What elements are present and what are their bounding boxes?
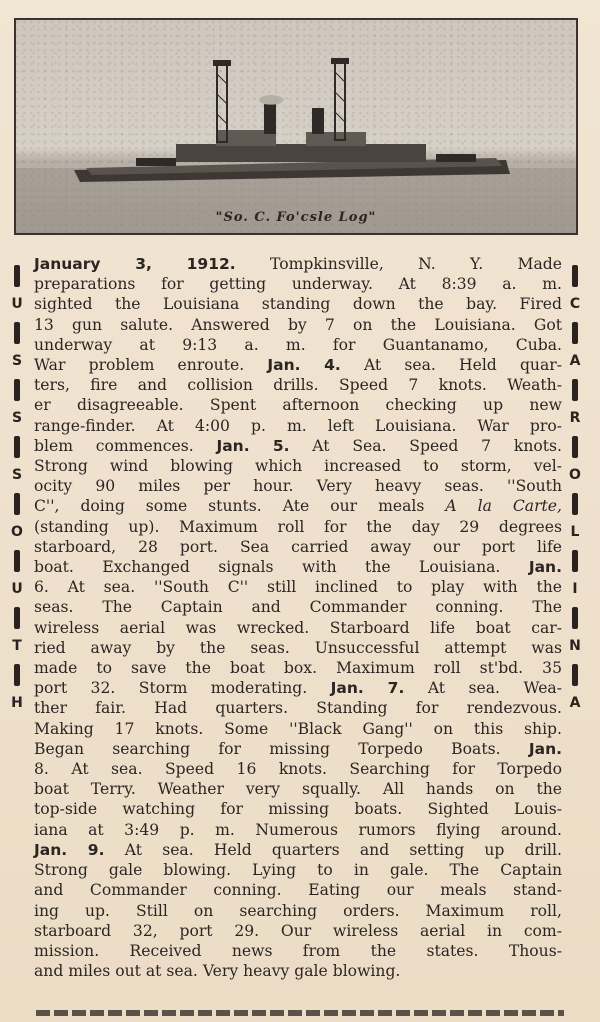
side-letter: O bbox=[11, 524, 23, 540]
side-letter: O bbox=[569, 467, 581, 483]
text-line: starboard 32, port 29. Our wireless aerial in com- bbox=[34, 921, 562, 940]
side-letter: H bbox=[11, 695, 23, 711]
text-span: At sea. Held quarters and setting up drill. bbox=[124, 840, 562, 859]
text-line: wireless aerial was wrecked. Starboard life boat car- bbox=[34, 618, 562, 637]
text-line: (standing up). Maximum roll for the day 29 degrees bbox=[34, 517, 562, 536]
text-line: ocity 90 miles per hour. Very heavy seas. ''South bbox=[34, 477, 562, 496]
date-heading: January 3, 1912. bbox=[34, 255, 236, 273]
photo-caption: "So. C. Fo'csle Log" bbox=[215, 210, 377, 225]
text-span: C'', doing some stunts. Ate our meals bbox=[34, 497, 425, 516]
side-letter: U bbox=[11, 296, 23, 312]
date-heading: Jan. 5. bbox=[216, 436, 290, 455]
text-line bbox=[34, 355, 562, 375]
side-letter: L bbox=[570, 524, 580, 540]
text-line: starboard, 28 port. Sea carried away our port life bbox=[34, 537, 562, 556]
date-heading: Jan. 4. bbox=[267, 356, 341, 375]
text-span: War problem enroute. bbox=[34, 356, 245, 375]
text-line: ried away by the seas. Unsuccessful attempt was bbox=[34, 638, 562, 657]
text-span: At sea. Wea- bbox=[427, 679, 562, 698]
text-line: range-finder. At 4:00 p. m. left Louisiana. War pro- bbox=[34, 416, 562, 435]
date-heading: Jan. 9. bbox=[34, 840, 105, 859]
text-line: seas. The Captain and Commander conning. The bbox=[34, 598, 562, 617]
text-line bbox=[34, 557, 562, 577]
text-line: sighted the Louisiana standing down the bay. Fired bbox=[34, 295, 562, 314]
text-line: top-side watching for missing boats. Sighted Louis- bbox=[34, 800, 562, 819]
text-line bbox=[34, 840, 562, 860]
text-span: port 32. Storm moderating. bbox=[34, 679, 308, 698]
side-letter: T bbox=[12, 638, 22, 654]
text-line: 6. At sea. ''South C'' still inclined to play with the bbox=[34, 578, 562, 597]
left-border-letters bbox=[8, 262, 26, 718]
text-line bbox=[34, 436, 562, 456]
text-line bbox=[34, 678, 562, 698]
right-border-letters bbox=[566, 262, 584, 718]
side-letter: U bbox=[11, 581, 23, 597]
italic-phrase: A la Carte, bbox=[445, 497, 562, 516]
text-line: mission. Received news from the states. Thous- bbox=[34, 941, 562, 960]
side-letter: A bbox=[569, 353, 581, 369]
date-heading: Jan. 7. bbox=[330, 679, 405, 698]
text-line: preparations for getting underway. At 8:39 a. m. bbox=[34, 275, 562, 294]
text-span: Began searching for missing Torpedo Boats. bbox=[34, 739, 501, 758]
side-letter: S bbox=[11, 353, 23, 369]
text-line: and miles out at sea. Very heavy gale blowing. bbox=[34, 962, 401, 981]
text-line: Strong gale blowing. Lying to in gale. The Captain bbox=[34, 861, 562, 880]
text-line: er disagreeable. Spent afternoon checking up new bbox=[34, 396, 562, 415]
side-letter: S bbox=[11, 467, 23, 483]
text-line: underway at 9:13 a. m. for Guantanamo, Cuba. bbox=[34, 335, 562, 354]
date-heading: Jan. bbox=[528, 558, 562, 577]
side-letter: C bbox=[569, 296, 581, 312]
text-line: iana at 3:49 p. m. Numerous rumors flying around. bbox=[34, 820, 562, 839]
text-line: Making 17 knots. Some ''Black Gang'' on this ship. bbox=[34, 719, 562, 738]
text-line: ing up. Still on searching orders. Maximum roll, bbox=[34, 901, 562, 920]
text-line: boat Terry. Weather very squally. All hands on the bbox=[34, 780, 562, 799]
text-line: 13 gun salute. Answered by 7 on the Louisiana. Got bbox=[34, 315, 562, 334]
text-line: ther fair. Had quarters. Standing for rendezvous. bbox=[34, 699, 562, 718]
text-line bbox=[34, 496, 562, 516]
side-letter: N bbox=[569, 638, 581, 654]
text-span: boat. Exchanged signals with the Louisiana. bbox=[34, 558, 501, 577]
side-letter: S bbox=[11, 410, 23, 426]
text-line: 8. At sea. Speed 16 knots. Searching for Torpedo bbox=[34, 760, 562, 779]
text-span: blem commences. bbox=[34, 436, 194, 455]
text-line: and Commander conning. Eating our meals stand- bbox=[34, 881, 562, 900]
text-span: At sea. Held quar- bbox=[363, 356, 562, 375]
text-line bbox=[34, 739, 562, 759]
log-text bbox=[34, 254, 562, 981]
text-span: At Sea. Speed 7 knots. bbox=[312, 436, 562, 455]
date-heading: Jan. bbox=[528, 739, 562, 758]
side-letter: I bbox=[572, 581, 578, 597]
battleship-photo bbox=[14, 18, 578, 235]
text-line: made to save the boat box. Maximum roll st'bd. 35 bbox=[34, 659, 562, 678]
text-line: ters, fire and collision drills. Speed 7 knots. Weath- bbox=[34, 376, 562, 395]
battleship-illustration bbox=[16, 20, 576, 233]
text-line bbox=[34, 254, 562, 274]
side-letter: A bbox=[569, 695, 581, 711]
side-letter: R bbox=[569, 410, 581, 426]
bottom-border bbox=[36, 1010, 564, 1016]
text-line: Strong wind blowing which increased to storm, vel- bbox=[34, 457, 562, 476]
text-span: Tompkinsville, N. Y. Made bbox=[270, 255, 562, 273]
